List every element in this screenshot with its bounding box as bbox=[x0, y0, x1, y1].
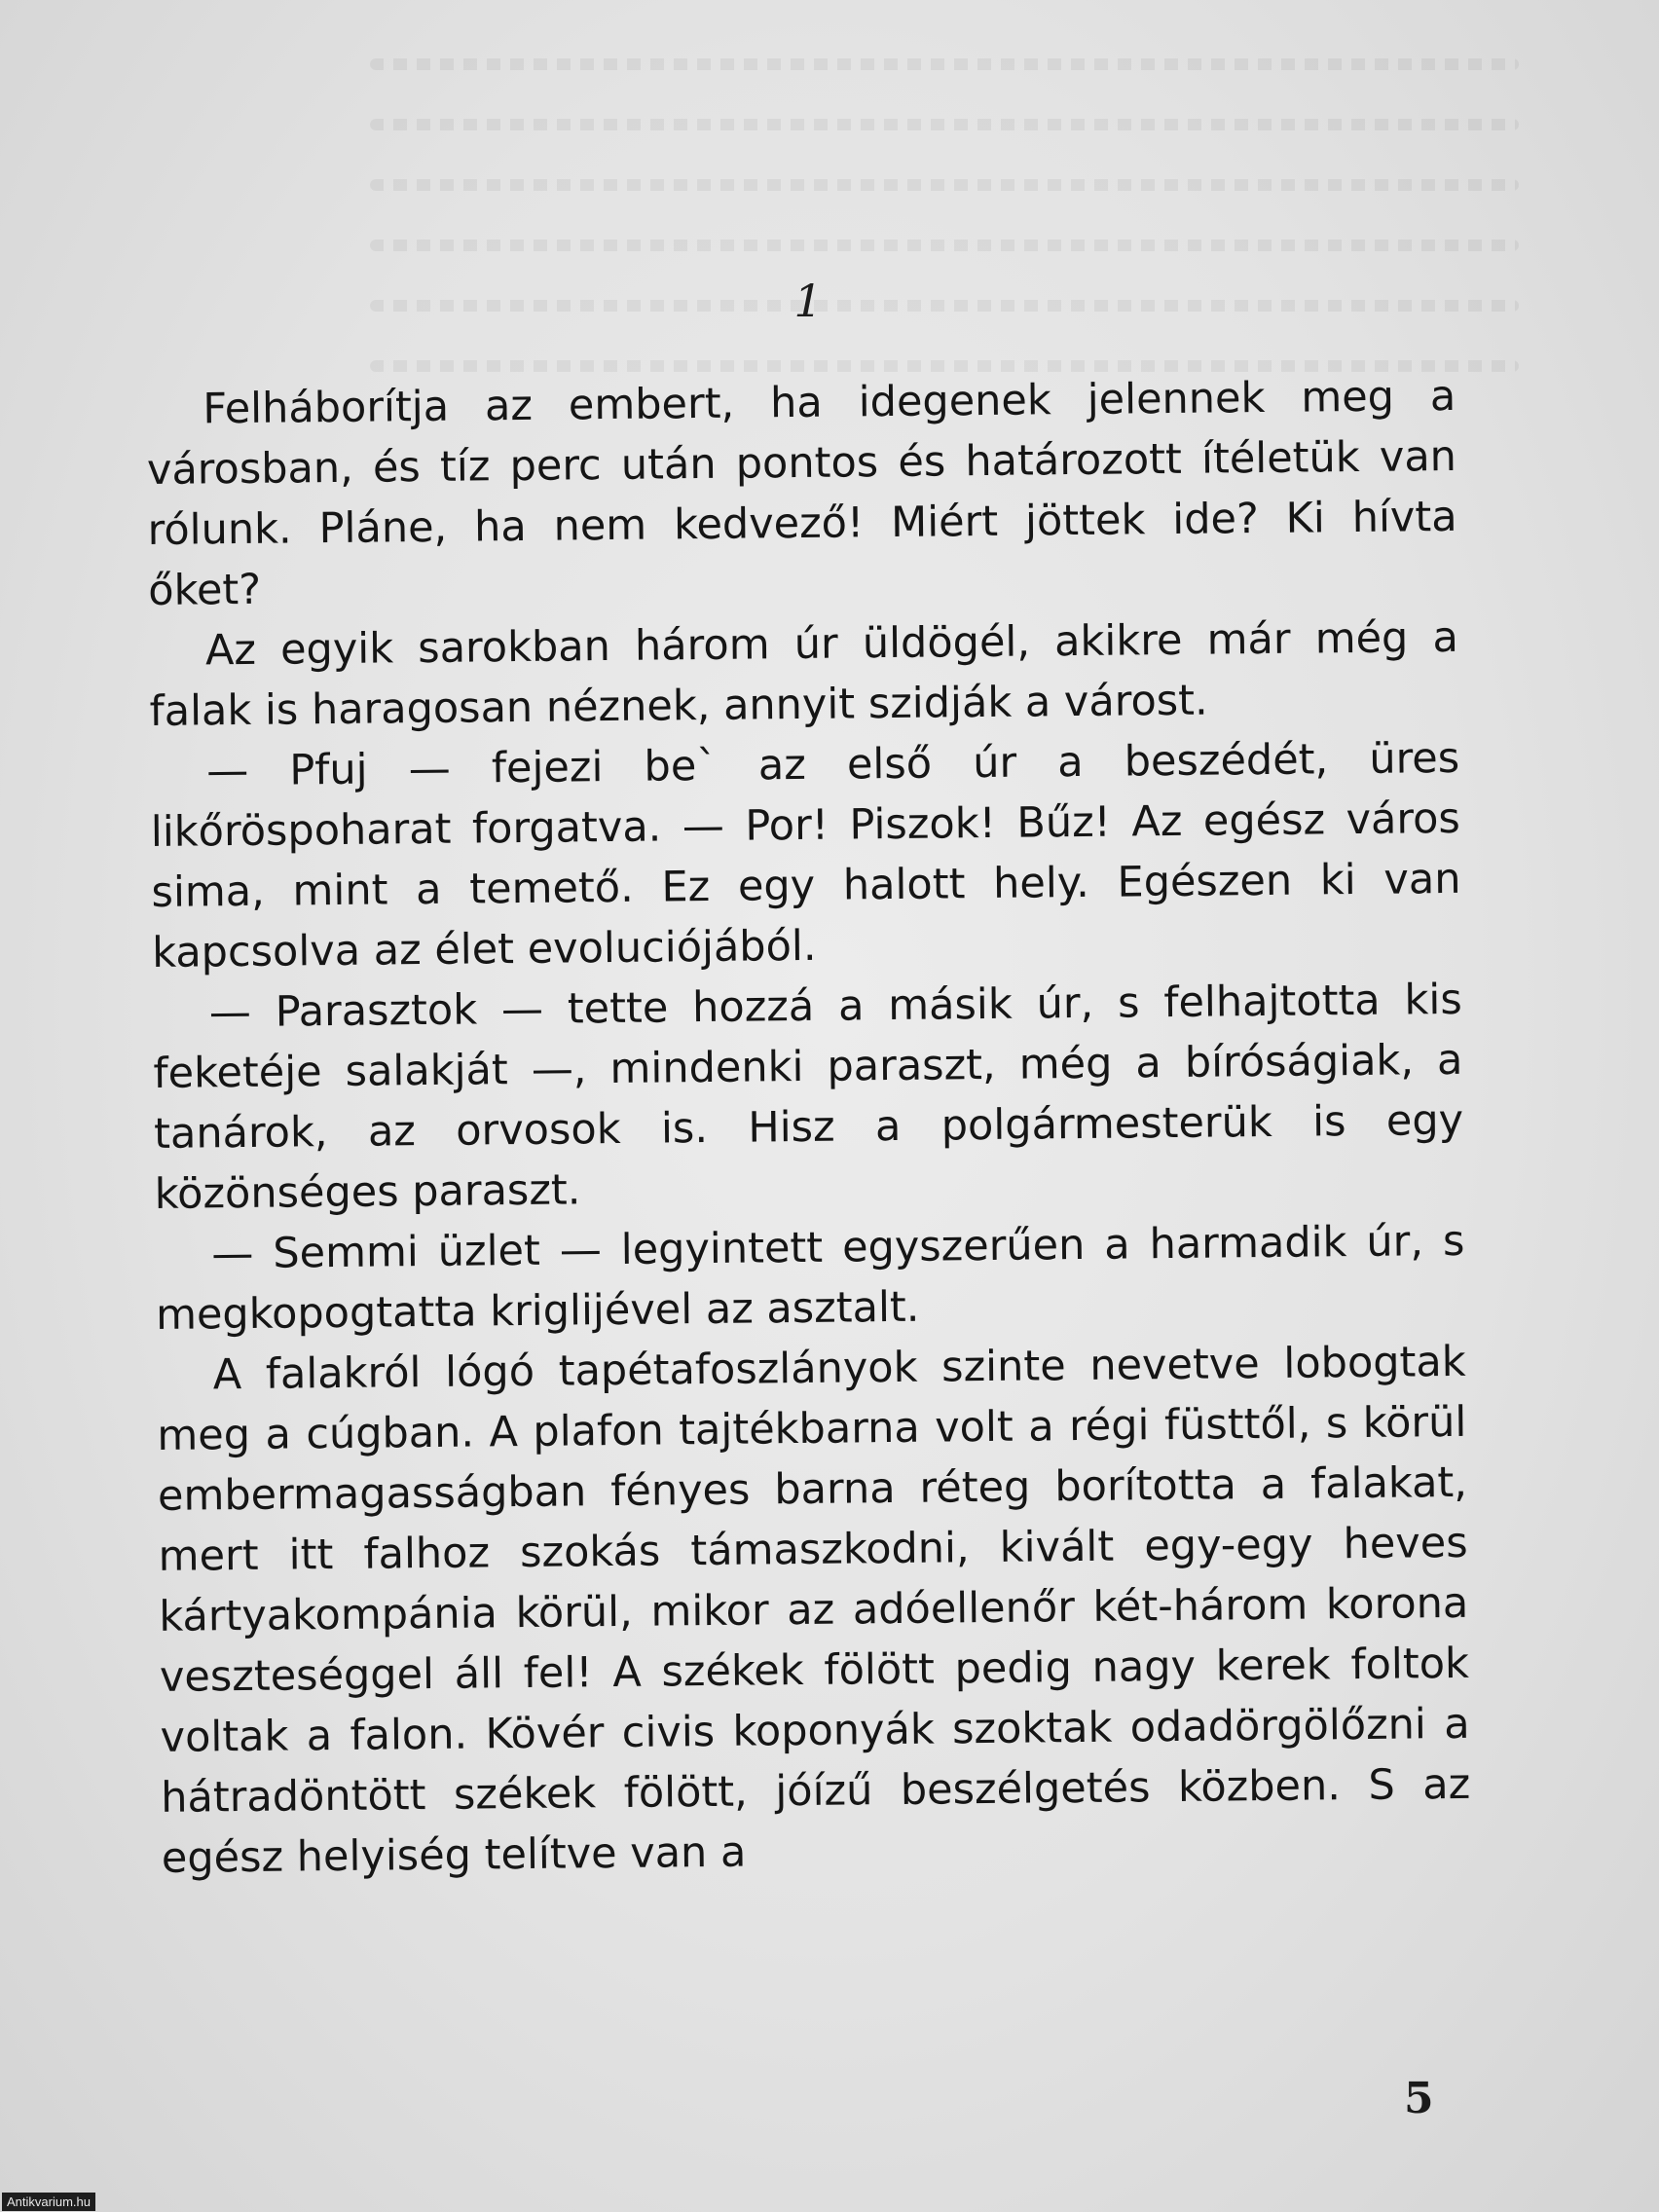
paragraph-3: — Pfuj — fejezi be` az első úr a beszédét, üres likőröspoharat forgatva. — Por! Piszok! Bűz! Az egész város sima, mint a temető. Ez egy halott hely. Egészen ki van kapcsolva az élet evoluciójából. bbox=[150, 733, 1461, 977]
paragraph-1: Felháborítja az embert, ha idegenek jelennek meg a városban, és tíz perc után pontos és határozott ítéletük van rólunk. Pláne, ha nem kedvező! Miért jöttek ide? Ki hívta őket? bbox=[146, 371, 1457, 615]
body-text bbox=[146, 366, 1471, 1889]
chapter-number: 1 bbox=[793, 275, 823, 327]
watermark-label: Antikvarium.hu bbox=[2, 2193, 95, 2211]
bleed-through-text bbox=[370, 58, 1519, 389]
paragraph-6: A falakról lógó tapétafoszlányok szinte nevetve lobogtak meg a cúgban. A plafon tajtékbarna volt a régi füsttől, s körül embermagasságban fényes barna réteg borította a falakat, mert itt falhoz szokás támaszkodni, kivált egy-egy heves kártyakompánia körül, mikor az adóellenőr két-három korona veszteséggel áll fel! A székek fölött pedig nagy kerek foltok voltak a falon. Kövér civis koponyák szoktak odadörgölőzni a hátradöntött székek fölött, jóízű beszélgetés közben. S az egész helyiség telítve van a bbox=[157, 1337, 1471, 1883]
paragraph-4: — Parasztok — tette hozzá a másik úr, s felhajtotta kis feketéje salakját —, mindenki paraszt, még a bíróságiak, a tanárok, az orvosok is. Hisz a polgármesterük is egy közönséges paraszt. bbox=[153, 975, 1464, 1219]
paragraph-5: — Semmi üzlet — legyintett egyszerűen a harmadik úr, s megkopogtatta kriglijével az asztalt. bbox=[155, 1216, 1465, 1340]
page-number: 5 bbox=[1404, 2074, 1434, 2123]
paragraph-2: Az egyik sarokban három úr üldögél, akikre már még a falak is haragosan néznek, annyit szidják a várost. bbox=[149, 612, 1459, 736]
